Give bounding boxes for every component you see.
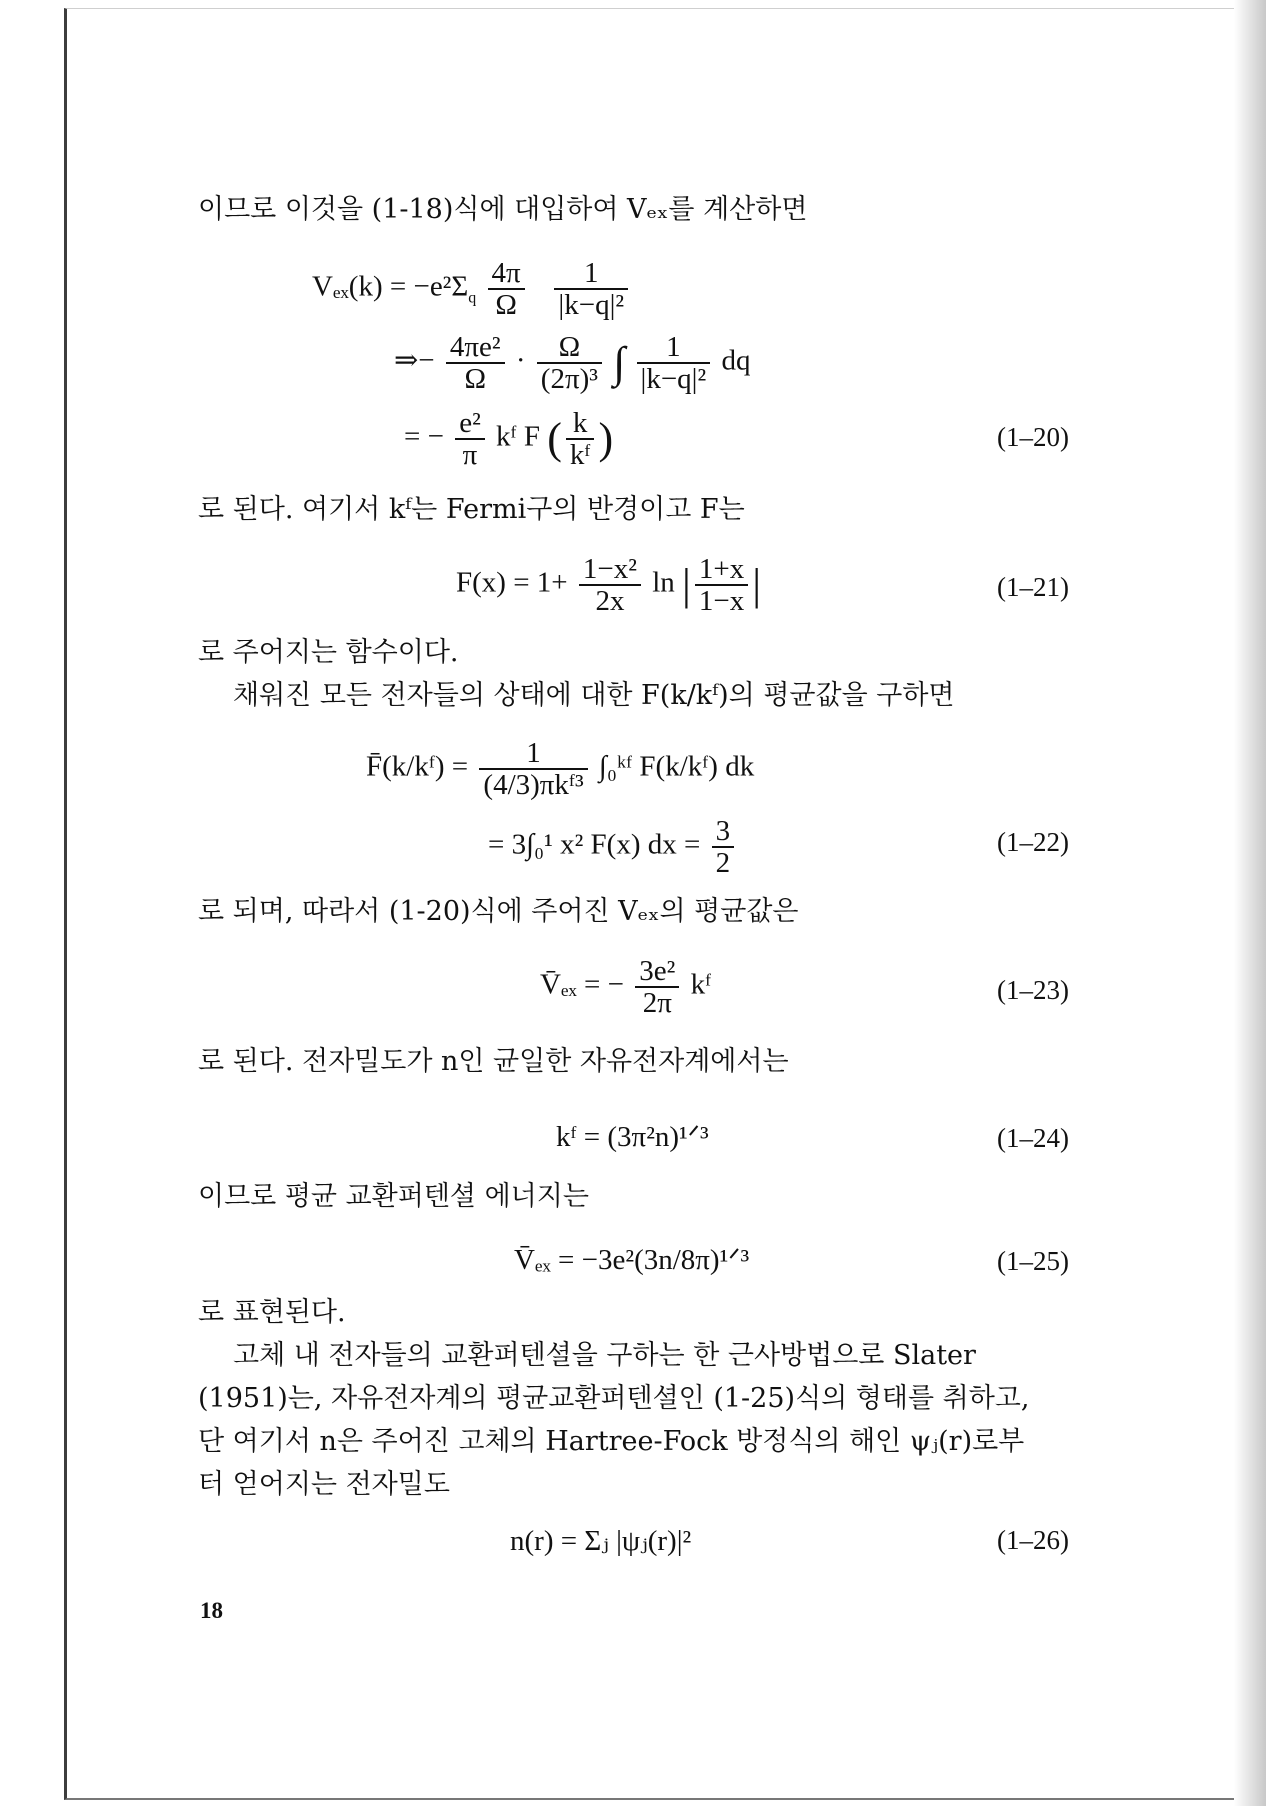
eq20c-f1-den: π	[462, 439, 478, 471]
eq22a-f-num: 1	[479, 738, 587, 770]
equation-number-1-25: (1–25)	[997, 1246, 1069, 1276]
eq20c-mid: kᶠ F	[496, 420, 540, 453]
eq20a-lhs: Vₑₓ(k) = −e²Σ	[312, 270, 469, 303]
page-number: 18	[200, 1598, 223, 1623]
eq20c-fraction-1	[455, 408, 485, 470]
equation-number-1-21: (1–21)	[997, 572, 1069, 602]
eq23-f-den: 2π	[642, 987, 672, 1019]
eq20b-f2-den: (2π)³	[540, 363, 598, 395]
eq21-f1-den: 2x	[595, 585, 625, 617]
eq20b-fraction-3	[637, 332, 711, 394]
equation-number-1-22: (1–22)	[997, 827, 1069, 857]
eq22b-lhs: = 3∫₀¹ x² F(x) dx =	[488, 828, 701, 861]
eq22a-integral: ∫₀ᵏᶠ	[598, 750, 633, 783]
page-edge-shadow	[1234, 0, 1266, 1806]
eq23-tail: kᶠ	[690, 968, 712, 1001]
text-line-7: 이므로 평균 교환퍼텐셜 에너지는	[198, 1181, 589, 1212]
eq21-f2-den: 1−x	[698, 585, 745, 617]
eq20c-lead: = −	[404, 420, 444, 453]
eq22b-f-num: 3	[712, 816, 735, 848]
eq20b-dot: ·	[515, 344, 526, 377]
equation-number-1-20: (1–20)	[997, 422, 1069, 452]
eq20a-fraction-2	[554, 258, 628, 320]
eq20a-f1-num: 4π	[488, 258, 525, 290]
eq22a-f-den: (4/3)πkᶠ³	[483, 769, 584, 801]
eq20a-fraction-1	[488, 258, 525, 320]
eq21-fraction-2	[695, 554, 748, 616]
equation-number-1-26: (1–26)	[997, 1525, 1069, 1555]
eq20c-left-paren: (	[547, 414, 562, 463]
equation-1-24: kᶠ = (3π²n)¹ᐟ³	[556, 1121, 709, 1153]
eq21-lhs: F(x) = 1+	[456, 566, 568, 599]
eq22a-lhs: F̄(k/kᶠ) =	[366, 750, 469, 783]
equation-1-26: n(r) = Σⱼ |ψⱼ(r)|²	[510, 1525, 692, 1557]
eq20b-fraction-2	[537, 332, 602, 394]
text-line-12: 터 얻어지는 전자밀도	[198, 1469, 450, 1500]
eq20a-f1-den: Ω	[495, 289, 517, 321]
equation-1-21	[456, 554, 761, 616]
eq23-f-num: 3e²	[635, 956, 679, 988]
eq20a-sum-index: q	[468, 289, 477, 307]
text-line-4: 채워진 모든 전자들의 상태에 대한 F(k/kᶠ)의 평균값을 구하면	[233, 680, 955, 711]
eq21-f1-num: 1−x²	[579, 554, 641, 586]
text-line-6: 로 된다. 전자밀도가 n인 균일한 자유전자계에서는	[198, 1046, 789, 1077]
text-line-2: 로 된다. 여기서 kᶠ는 Fermi구의 반경이고 F는	[198, 494, 745, 525]
text-line-9: 고체 내 전자들의 교환퍼텐셜을 구하는 한 근사방법으로 Slater	[233, 1340, 976, 1371]
equation-1-20-line-b	[394, 332, 750, 394]
equation-1-22-line-a	[366, 738, 754, 800]
eq20c-fraction-2	[566, 408, 595, 470]
eq21-f2-num: 1+x	[695, 554, 748, 586]
equation-number-1-23: (1–23)	[997, 975, 1069, 1005]
eq20b-f2-num: Ω	[537, 332, 602, 364]
text-line-11: 단 여기서 n은 주어진 고체의 Hartree-Fock 방정식의 해인 ψⱼ(r)로부	[198, 1426, 1025, 1457]
eq21-fraction-1	[579, 554, 641, 616]
equation-1-23	[540, 956, 711, 1018]
eq20b-fraction-1	[446, 332, 505, 394]
eq22a-tail: F(k/kᶠ) dk	[639, 750, 755, 783]
eq20b-lead: ⇒−	[394, 344, 435, 377]
text-line-1: 이므로 이것을 (1-18)식에 대입하여 Vₑₓ를 계산하면	[198, 194, 808, 225]
equation-number-1-24: (1–24)	[997, 1123, 1069, 1153]
eq20c-f1-num: e²	[455, 408, 485, 440]
eq20a-f2-num: 1	[554, 258, 628, 290]
equation-1-25: V̄ₑₓ = −3e²(3n/8π)¹ᐟ³	[514, 1244, 750, 1276]
eq20b-f3-num: 1	[637, 332, 711, 364]
equation-1-20-line-c	[404, 408, 613, 470]
eq20c-f2-num: k	[566, 408, 595, 440]
eq20a-f2-den: |k−q|²	[558, 289, 625, 321]
eq20c-f2-den: kᶠ	[569, 439, 591, 471]
eq20b-f3-den: |k−q|²	[640, 363, 707, 395]
eq20b-f1-num: 4πe²	[446, 332, 505, 364]
eq21-ln: ln	[652, 566, 675, 599]
eq20b-integral-sign: ∫	[613, 338, 626, 387]
text-line-8: 로 표현된다.	[198, 1297, 346, 1328]
text-line-5: 로 되며, 따라서 (1-20)식에 주어진 Vₑₓ의 평균값은	[198, 896, 799, 927]
eq20b-tail: dq	[721, 344, 751, 377]
eq22b-fraction	[712, 816, 735, 878]
text-line-3: 로 주어지는 함수이다.	[198, 637, 459, 668]
eq21-abs-right: |	[752, 560, 762, 609]
eq20c-right-paren: )	[598, 414, 614, 463]
eq22b-f-den: 2	[715, 847, 731, 879]
eq20b-f1-den: Ω	[464, 363, 487, 395]
text-line-10: (1951)는, 자유전자계의 평균교환퍼텐셜인 (1-25)식의 형태를 취하고,	[198, 1383, 1030, 1414]
eq23-fraction	[635, 956, 679, 1018]
eq22a-fraction	[479, 738, 587, 800]
equation-1-22-line-b	[488, 816, 738, 878]
eq23-lhs: V̄ₑₓ = −	[540, 968, 624, 1001]
equation-1-20-line-a	[312, 258, 632, 320]
eq21-abs-left: |	[682, 560, 691, 609]
